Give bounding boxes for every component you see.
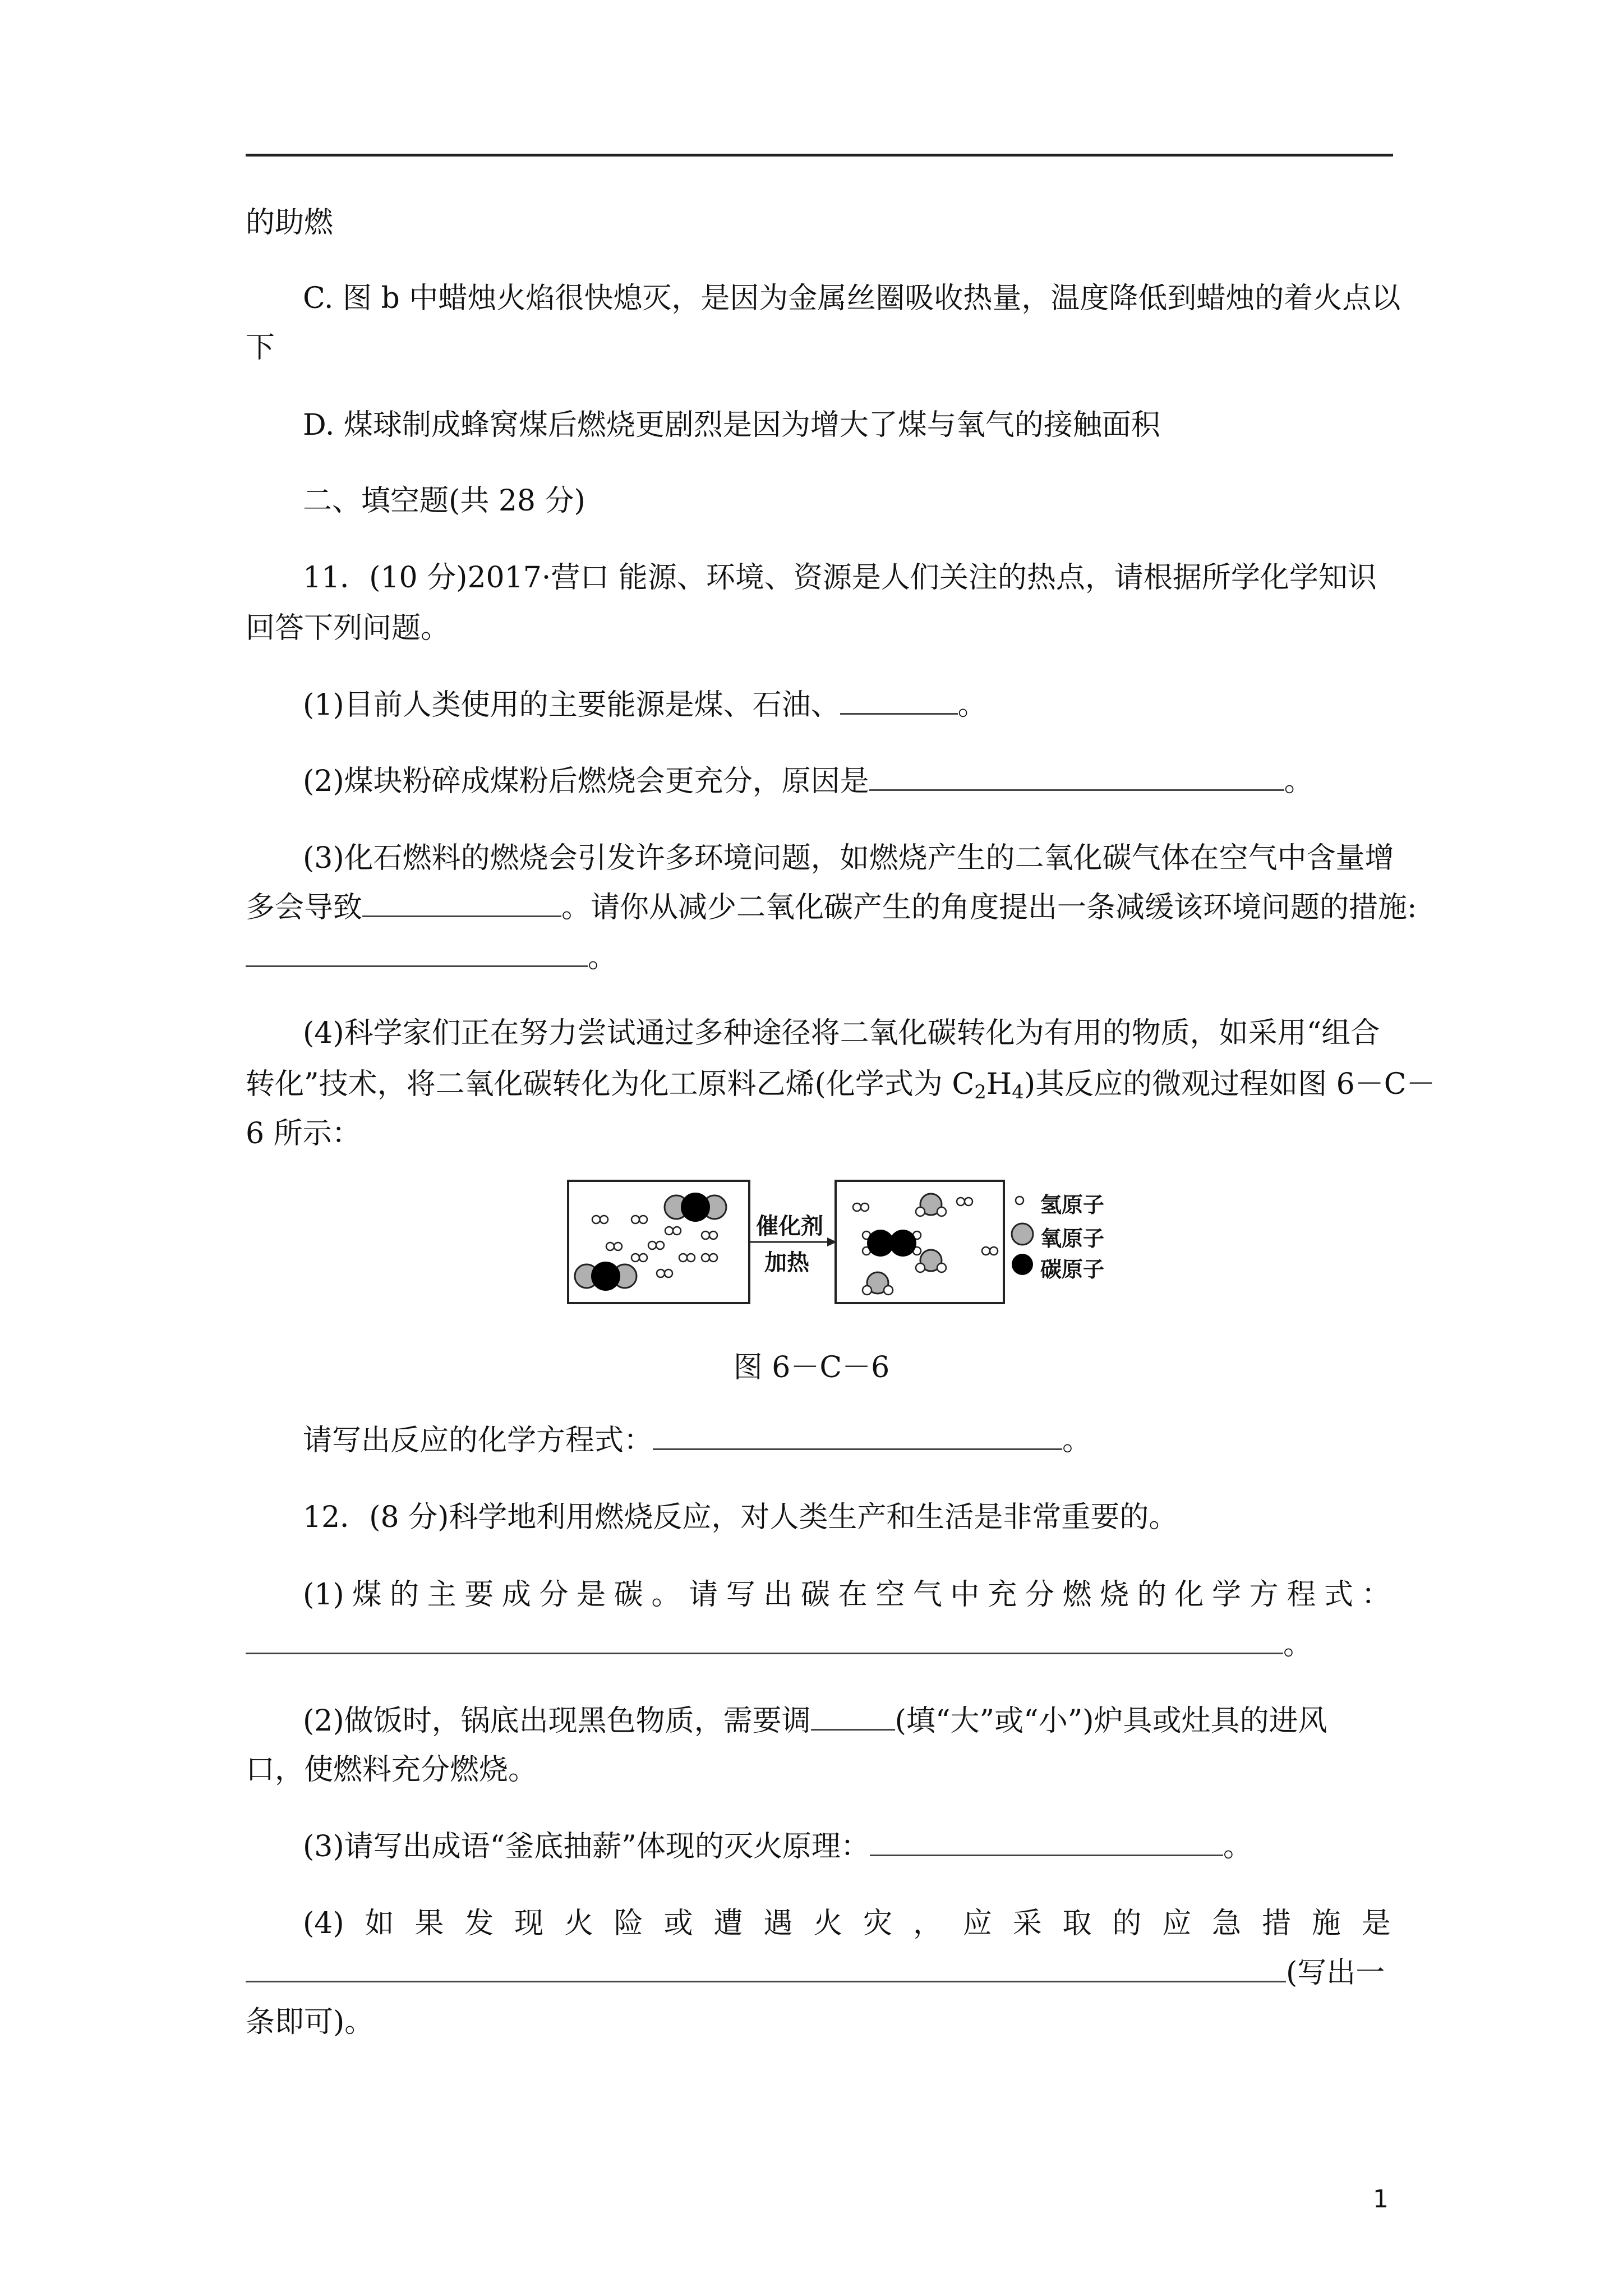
spaced-char: 或 bbox=[663, 1907, 693, 1940]
q11-part3: (3)化石燃料的燃烧会引发许多环境问题，如燃烧产生的二氧化碳气体在空气中含量增 bbox=[303, 841, 1394, 875]
spaced-char: 分 bbox=[1025, 1578, 1054, 1612]
spaced-char: 的 bbox=[389, 1578, 419, 1612]
q12-part4 bbox=[303, 1904, 1391, 1943]
spaced-char: 现 bbox=[514, 1907, 544, 1940]
spaced-char: 措 bbox=[1261, 1907, 1291, 1940]
spaced-char: 的 bbox=[1112, 1907, 1142, 1940]
q11-part4-cont: 6 所示： bbox=[246, 1117, 361, 1151]
q11-part3-cont bbox=[246, 888, 1417, 927]
spaced-char: 成 bbox=[501, 1578, 531, 1612]
legend-hydrogen: 氢原子 bbox=[1040, 1193, 1105, 1217]
spaced-char: 空 bbox=[875, 1578, 905, 1612]
spaced-char: 碳 bbox=[800, 1578, 830, 1612]
spaced-char: 遭 bbox=[713, 1907, 743, 1940]
spaced-char: 方 bbox=[1249, 1578, 1279, 1612]
spaced-char: 。 bbox=[651, 1578, 681, 1612]
punct: 。 bbox=[1062, 1424, 1092, 1457]
q11-part3-text: 多会导致 bbox=[246, 891, 363, 924]
spaced-char: ， bbox=[912, 1907, 942, 1940]
spaced-char: 急 bbox=[1212, 1907, 1242, 1940]
answer-blank[interactable] bbox=[653, 1421, 1062, 1450]
option-c: C. 图 b 中蜡烛火焰很快熄灭，是因为金属丝圈吸收热量，温度降低到蜡烛的着火点以 bbox=[303, 282, 1401, 315]
spaced-char: 煤 bbox=[352, 1578, 382, 1612]
spaced-char: 式 bbox=[1324, 1578, 1353, 1612]
formula-text: )其反应的微观过程如图 6－C－ bbox=[1023, 1068, 1436, 1101]
formula-text: H bbox=[986, 1068, 1012, 1101]
reaction-figure bbox=[566, 1179, 1161, 1314]
legend-oxygen: 氧原子 bbox=[1040, 1226, 1105, 1251]
spaced-char: 应 bbox=[962, 1907, 992, 1940]
answer-blank[interactable] bbox=[870, 1828, 1223, 1856]
q11-stem-cont: 回答下列问题。 bbox=[246, 611, 450, 645]
spaced-char: (4) bbox=[303, 1907, 344, 1940]
q11-part1-text: (1)目前人类使用的主要能源是煤、石油、 bbox=[303, 688, 840, 722]
answer-blank[interactable] bbox=[811, 1702, 895, 1731]
spaced-char: 程 bbox=[1287, 1578, 1316, 1612]
page-number: 1 bbox=[1373, 2185, 1389, 2214]
answer-blank[interactable] bbox=[246, 1954, 1286, 1982]
punct: 。 bbox=[1283, 1628, 1313, 1662]
text-line: 下 bbox=[246, 331, 275, 365]
q11-part1 bbox=[303, 685, 987, 725]
q11-part3-answer bbox=[246, 938, 617, 977]
spaced-char: 火 bbox=[564, 1907, 593, 1940]
q12-part3 bbox=[303, 1827, 1252, 1866]
punct: 。 bbox=[957, 688, 987, 722]
subscript: 2 bbox=[974, 1081, 986, 1103]
spaced-char: 化 bbox=[1174, 1578, 1204, 1612]
spaced-char: 施 bbox=[1311, 1907, 1341, 1940]
header-rule bbox=[246, 154, 1393, 157]
subscript: 4 bbox=[1012, 1081, 1024, 1103]
answer-blank[interactable] bbox=[869, 762, 1284, 791]
punct: 。 bbox=[1284, 765, 1313, 798]
spaced-char: 中 bbox=[950, 1578, 980, 1612]
spaced-char: 碳 bbox=[614, 1578, 643, 1612]
spaced-char: 气 bbox=[912, 1578, 942, 1612]
option-d: D. 煤球制成蜂窝煤后燃烧更剧烈是因为增大了煤与氧气的接触面积 bbox=[303, 408, 1160, 442]
q12-part4-text: (写出一 bbox=[1286, 1956, 1385, 1990]
q12-stem: 12．(8 分)科学地利用燃烧反应，对人类生产和生活是非常重要的。 bbox=[303, 1501, 1178, 1534]
spaced-char: 发 bbox=[464, 1907, 494, 1940]
q11-part2-text: (2)煤块粉碎成煤粉后燃烧会更充分，原因是 bbox=[303, 765, 869, 798]
q12-part2-text: (填“大”或“小”)炉具或灶具的进风 bbox=[895, 1704, 1327, 1738]
q12-part4-answer bbox=[246, 1953, 1385, 1993]
spaced-char: 应 bbox=[1162, 1907, 1192, 1940]
oxygen-legend-marker bbox=[1012, 1223, 1033, 1245]
q11-part3-text: 。请你从减少二氧化碳产生的角度提出一条减缓该环境问题的措施: bbox=[561, 891, 1417, 924]
spaced-char: 请 bbox=[689, 1578, 718, 1612]
punct: 。 bbox=[1223, 1830, 1252, 1864]
spaced-char: 写 bbox=[726, 1578, 755, 1612]
figure-caption: 图 6－C－6 bbox=[733, 1351, 890, 1384]
co2-molecule bbox=[575, 1262, 637, 1290]
spaced-char: 是 bbox=[1361, 1907, 1391, 1940]
q11-stem: 11．(10 分)2017·营口 能源、环境、资源是人们关注的热点，请根据所学化学知识 bbox=[303, 561, 1377, 595]
q12-part1-answer bbox=[246, 1625, 1312, 1664]
spaced-char: 烧 bbox=[1100, 1578, 1129, 1612]
q12-part2-cont: 口，使燃料充分燃烧。 bbox=[246, 1753, 538, 1787]
q11-part2 bbox=[303, 762, 1313, 801]
spaced-char: 取 bbox=[1062, 1907, 1092, 1940]
punct: 。 bbox=[588, 941, 617, 974]
q12-part2-text: (2)做饭时，锅底出现黑色物质，需要调 bbox=[303, 1704, 811, 1738]
spaced-char: 果 bbox=[414, 1907, 444, 1940]
spaced-char: ： bbox=[1361, 1578, 1391, 1612]
spaced-char: 是 bbox=[577, 1578, 606, 1612]
q12-part1 bbox=[303, 1575, 1391, 1614]
hydrogen-legend-marker bbox=[1016, 1197, 1023, 1204]
text-line: 的助燃 bbox=[246, 206, 334, 240]
q12-part2 bbox=[303, 1701, 1327, 1741]
spaced-char: 学 bbox=[1212, 1578, 1242, 1612]
formula-text: 转化”技术，将二氧化碳转化为化工原料乙烯(化学式为 C bbox=[246, 1068, 975, 1101]
legend-carbon: 碳原子 bbox=[1040, 1257, 1105, 1282]
spaced-char: 充 bbox=[988, 1578, 1017, 1612]
spaced-char: 要 bbox=[464, 1578, 494, 1612]
answer-blank[interactable] bbox=[246, 1626, 1283, 1654]
q11-equation bbox=[303, 1421, 1091, 1460]
spaced-char: 灾 bbox=[863, 1907, 893, 1940]
heat-label: 加热 bbox=[764, 1250, 809, 1276]
answer-blank[interactable] bbox=[246, 938, 588, 967]
spaced-char: 主 bbox=[427, 1578, 457, 1612]
spaced-char: 火 bbox=[813, 1907, 843, 1940]
spaced-char: 如 bbox=[365, 1907, 394, 1940]
answer-blank[interactable] bbox=[362, 889, 561, 917]
spaced-char: 遇 bbox=[763, 1907, 793, 1940]
spaced-char: 在 bbox=[838, 1578, 868, 1612]
q12-part4-cont: 条即可)。 bbox=[246, 2005, 374, 2039]
carbon-legend-marker bbox=[1012, 1254, 1033, 1275]
spaced-char: 出 bbox=[763, 1578, 793, 1612]
answer-blank[interactable] bbox=[840, 686, 958, 715]
co2-molecule bbox=[665, 1193, 726, 1221]
q12-part3-text: (3)请写出成语“釜底抽薪”体现的灭火原理： bbox=[303, 1830, 870, 1864]
section-heading: 二、填空题(共 28 分) bbox=[303, 484, 585, 518]
q11-equation-text: 请写出反应的化学方程式： bbox=[303, 1424, 653, 1457]
spaced-char: 燃 bbox=[1062, 1578, 1092, 1612]
spaced-char: 分 bbox=[539, 1578, 569, 1612]
spaced-char: (1) bbox=[303, 1578, 344, 1612]
q11-part4: (4)科学家们正在努力尝试通过多种途径将二氧化碳转化为有用的物质，如采用“组合 bbox=[303, 1016, 1380, 1050]
catalyst-label: 催化剂 bbox=[756, 1213, 823, 1239]
spaced-char: 的 bbox=[1137, 1578, 1166, 1612]
spaced-char: 采 bbox=[1012, 1907, 1042, 1940]
spaced-char: 险 bbox=[614, 1907, 643, 1940]
q11-part4-cont bbox=[246, 1065, 1436, 1112]
